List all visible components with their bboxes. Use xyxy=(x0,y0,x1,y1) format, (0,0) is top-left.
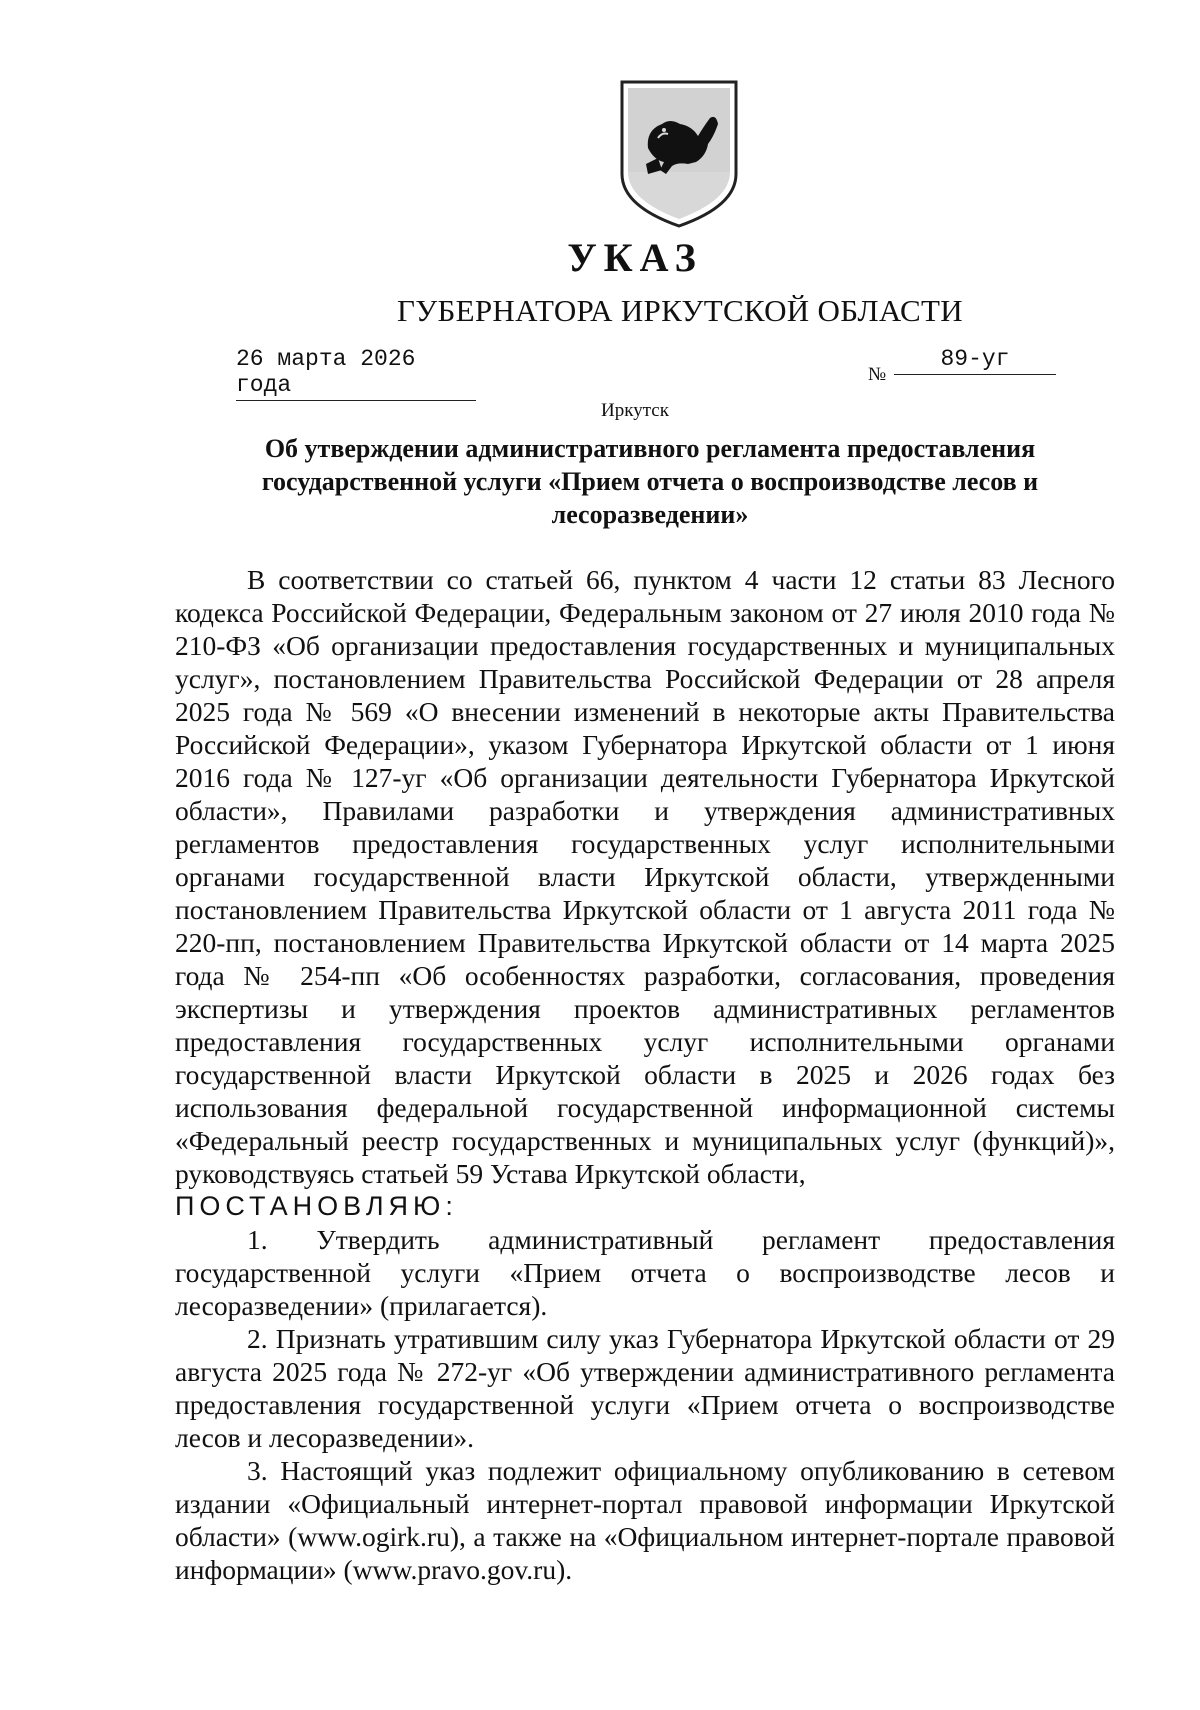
resolve-word: ПОСТАНОВЛЯЮ: xyxy=(175,1191,458,1221)
item-paragraph-3: 3. Настоящий указ подлежит официальному опубликованию в сетевом издании «Официальный интернет-портал правовой информации Иркутской области» (www.ogirk.ru), а также на «Официальном интернет-портале правовой информации» (www.pravo.gov.ru). xyxy=(175,1455,1115,1585)
preamble-paragraph: В соответствии со статьей 66, пунктом 4 части 12 статьи 83 Лесного кодекса Российской Федерации, Федеральным законом от 27 июля 2010 года № 210-ФЗ «Об организации предоставления государственных и муниципальных услуг», постановлением Правительства Российской Федерации от 28 апреля 2025 года № 569 «О внесении изменений в некоторые акты Правительства Российской Федерации», указом Губернатора Иркутской области от 1 июня 2016 года № 127-уг «Об организации деятельности Губернатора Иркутской области», Правилами разработки и утверждения административных регламентов предоставления государственных услуг исполнительными органами государственной власти Иркутской области, утвержденными постановлением Правительства Иркутской области от 1 августа 2011 года № 220-пп, постановлением Правительства Иркутской области от 14 марта 2025 года № 254-пп «Об особенностях разработки, согласования, проведения экспертизы и утверждения проектов административных регламентов предоставления государственных услуг исполнительными органами государственной власти Иркутской области в 2025 и 2026 годах без использования федеральной государственной информационной системы «Федеральный реестр государственных и муниципальных услуг (функций)», руководствуясь статьей 59 Устава Иркутской области, xyxy=(175,564,1115,1189)
item-paragraph-2: 2. Признать утратившим силу указ Губернатора Иркутской области от 29 августа 2025 года № 272-уг «Об утверждении административного регламента предоставления государственной услуги «Прием отчета о воспроизводстве лесов и лесоразведении». xyxy=(175,1323,1115,1453)
document-title: УКАЗ xyxy=(567,235,703,280)
document-city: Иркутск xyxy=(601,400,669,421)
coat-of-arms-icon xyxy=(618,78,740,230)
document-date: 26 марта 2026 года xyxy=(236,346,476,401)
document-heading: Об утверждении административного регламента предоставления государственной услуги «Прием отчета о воспроизводстве лесов и лесоразведении» xyxy=(261,434,1039,529)
item-paragraph-1: 1. Утвердить административный регламент предоставления государственной услуги «Прием отчета о воспроизводстве лесов и лесоразведении» (прилагается). xyxy=(175,1224,1115,1321)
number-sign: № xyxy=(868,364,887,385)
document-body xyxy=(175,563,1115,1586)
document-number: 89-уг xyxy=(894,346,1056,375)
document-subtitle: ГУБЕРНАТОРА ИРКУТСКОЙ ОБЛАСТИ xyxy=(397,293,963,328)
